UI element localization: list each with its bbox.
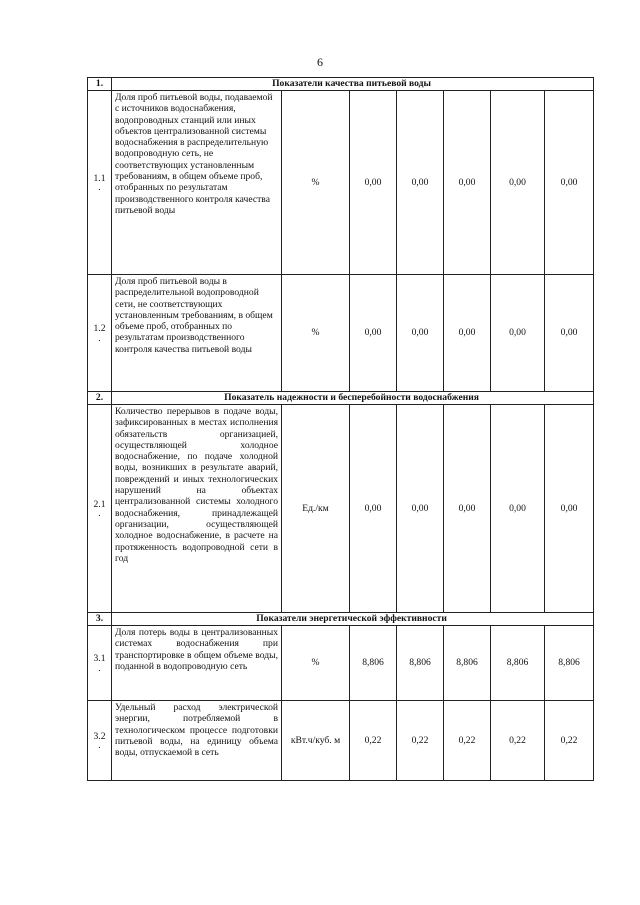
section-header-2 xyxy=(88,392,594,405)
row-description: Доля проб питьевой воды, подаваемой с источников водоснабжения, водопроводных станций или иных объектов централизованной системы водоснабжения в распределительную водопроводную сеть, не соответствующих установленным требованиям, в общем объеме проб, отобранных по результатам производственного контроля качества питьевой воды xyxy=(112,91,282,275)
row-value: 0,00 xyxy=(350,275,397,392)
section-header-3 xyxy=(88,613,594,626)
row-unit: % xyxy=(282,91,350,275)
row-value: 8,806 xyxy=(350,626,397,701)
table-row xyxy=(88,626,594,701)
row-description: Количество перерывов в подаче воды, зафиксированных в местах исполнения обязательств организацией, осуществляющей холодное водоснабжение, по подаче холодной воды, возникших в результате аварий, повреждений и иных технологических нарушений на объектах централизованной системы холодного водоснабжения, принадлежащей организации, осуществляющей холодное водоснабжение, в расчете на протяженность водопроводной сети в год xyxy=(112,405,282,613)
row-unit: кВт.ч/куб. м xyxy=(282,701,350,781)
section-number: 3. xyxy=(88,613,112,626)
row-value: 0,00 xyxy=(491,91,545,275)
row-value: 0,00 xyxy=(545,405,594,613)
section-title: Показатели энергетической эффективности xyxy=(112,613,594,626)
page-number: 6 xyxy=(317,55,323,69)
row-value: 0,00 xyxy=(397,275,444,392)
row-unit: Ед./км xyxy=(282,405,350,613)
row-value: 0,00 xyxy=(545,275,594,392)
table-row xyxy=(88,91,594,275)
row-value: 0,22 xyxy=(545,701,594,781)
section-number: 1. xyxy=(88,78,112,91)
indicators-table xyxy=(87,77,594,781)
row-value: 0,22 xyxy=(350,701,397,781)
row-value: 8,806 xyxy=(397,626,444,701)
row-number: 3.1 . xyxy=(88,626,112,701)
row-value: 0,00 xyxy=(350,91,397,275)
section-header-1 xyxy=(88,78,594,91)
table-row xyxy=(88,275,594,392)
row-value: 0,00 xyxy=(444,91,491,275)
row-value: 0,00 xyxy=(444,275,491,392)
row-value: 0,22 xyxy=(444,701,491,781)
row-description: Доля потерь воды в централизованных системах водоснабжения при транспортировке в общем объеме воды, поданной в водопроводную сеть xyxy=(112,626,282,701)
row-value: 0,00 xyxy=(545,91,594,275)
row-value: 0,00 xyxy=(491,405,545,613)
row-value: 0,00 xyxy=(350,405,397,613)
row-value: 8,806 xyxy=(444,626,491,701)
row-value: 0,00 xyxy=(444,405,491,613)
row-number: 1.2 . xyxy=(88,275,112,392)
section-number: 2. xyxy=(88,392,112,405)
row-description: Удельный расход электрической энергии, потребляемой в технологическом процессе подготовки питьевой воды, на единицу объема воды, отпускаемой в сеть xyxy=(112,701,282,781)
row-value: 0,22 xyxy=(397,701,444,781)
row-value: 8,806 xyxy=(491,626,545,701)
row-unit: % xyxy=(282,626,350,701)
section-title: Показатели качества питьевой воды xyxy=(112,78,594,91)
row-value: 0,00 xyxy=(397,91,444,275)
row-unit: % xyxy=(282,275,350,392)
row-description: Доля проб питьевой воды в распределительной водопроводной сети, не соответствующих установленным требованиям, в общем объеме проб, отобранных по результатам производственного контроля качества питьевой воды xyxy=(112,275,282,392)
row-value: 0,22 xyxy=(491,701,545,781)
section-title: Показатель надежности и бесперебойности водоснабжения xyxy=(112,392,594,405)
table-row xyxy=(88,405,594,613)
row-number: 1.1 . xyxy=(88,91,112,275)
row-number: 2.1 . xyxy=(88,405,112,613)
row-value: 0,00 xyxy=(397,405,444,613)
row-value: 8,806 xyxy=(545,626,594,701)
row-number: 3.2 . xyxy=(88,701,112,781)
table-row xyxy=(88,701,594,781)
row-value: 0,00 xyxy=(491,275,545,392)
